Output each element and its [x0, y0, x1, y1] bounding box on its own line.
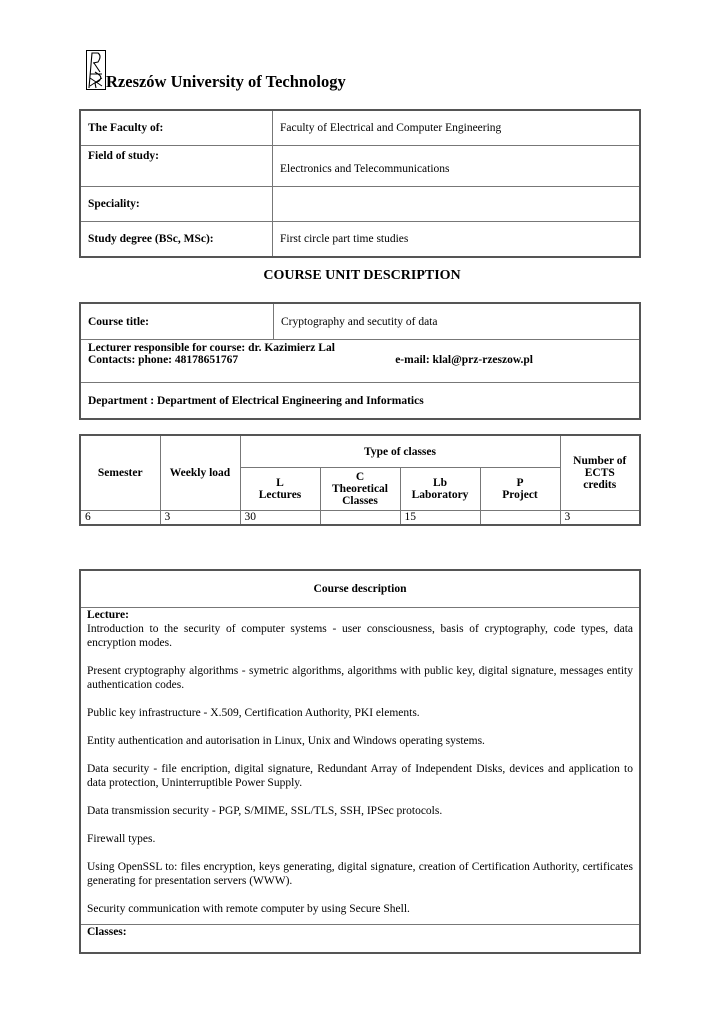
department-info: Department : Department of Electrical Engineering and Informatics — [80, 383, 640, 420]
project-hours — [480, 511, 560, 526]
table-header-row — [80, 435, 640, 468]
theoretical-classes-header — [320, 468, 400, 511]
study-degree-value: First circle part time studies — [273, 222, 641, 258]
table-row — [80, 340, 640, 383]
table-row — [80, 383, 640, 420]
laboratory-hours: 15 — [400, 511, 480, 526]
university-logo — [86, 50, 106, 90]
table-row — [80, 570, 640, 608]
speciality-label: Speciality: — [80, 187, 273, 222]
semester-header: Semester — [80, 435, 160, 511]
lecture-paragraph: Public key infrastructure - X.509, Certification Authority, PKI elements. — [87, 707, 420, 719]
table-row — [80, 146, 640, 187]
semester-value: 6 — [80, 511, 160, 526]
type-of-classes-header: Type of classes — [240, 435, 560, 468]
lecture-paragraph: Introduction to the security of computer systems - user consciousness, basis of cryptography, code types, data encryption modes. — [87, 623, 633, 649]
course-title-value: Cryptography and secutity of data — [274, 303, 641, 340]
section-title: COURSE UNIT DESCRIPTION — [263, 268, 461, 283]
table-row — [80, 608, 640, 925]
table-row — [80, 110, 640, 146]
lecture-paragraph: Present cryptography algorithms - symetric algorithms, algorithms with public key, digital signature, messages entity authentication codes. — [87, 665, 633, 691]
table-row — [80, 222, 640, 258]
study-degree-label: Study degree (BSc, MSc): — [80, 222, 273, 258]
faculty-info-table — [79, 109, 641, 258]
lecture-paragraph: Entity authentication and autorisation in Linux, Unix and Windows operating systems. — [87, 735, 485, 747]
class-type-name: Project — [502, 489, 538, 501]
classes-label: Classes: — [80, 925, 640, 954]
table-row — [80, 303, 640, 340]
table-row — [80, 187, 640, 222]
faculty-value: Faculty of Electrical and Computer Engineering — [273, 110, 641, 146]
laboratory-header — [400, 468, 480, 511]
table-row — [80, 511, 640, 526]
class-hours-table — [79, 434, 641, 526]
lecture-paragraph: Data security - file encription, digital signature, Redundant Array of Independent Disks, devices and application to data protection, Uninterruptible Power Supply. — [87, 763, 633, 789]
speciality-value — [273, 187, 641, 222]
field-of-study-value: Electronics and Telecommunications — [273, 146, 641, 187]
lectures-header — [240, 468, 320, 511]
lecturer-cell — [80, 340, 640, 383]
lecture-paragraph: Using OpenSSL to: files encryption, keys generating, digital signature, creation of Certification Authority, certificates generating for presentation servers (WWW). — [87, 861, 633, 887]
lecture-paragraph: Firewall types. — [87, 833, 156, 845]
ects-header-line: credits — [583, 479, 617, 491]
ects-header — [560, 435, 640, 511]
field-of-study-label: Field of study: — [80, 146, 273, 187]
ects-header-line: Number of — [573, 455, 627, 467]
contact-phone: Contacts: phone: 48178651767 — [88, 354, 239, 366]
weekly-load-header: Weekly load — [160, 435, 240, 511]
theoretical-classes-hours — [320, 511, 400, 526]
class-type-name: Lectures — [258, 489, 302, 501]
ects-header-line: ECTS — [584, 467, 615, 479]
weekly-load-value: 3 — [160, 511, 240, 526]
class-type-code: C — [355, 471, 365, 483]
contacts-row — [88, 354, 632, 366]
class-type-code: L — [276, 477, 284, 489]
course-title-label: Course title: — [80, 303, 274, 340]
course-description-table — [79, 569, 641, 954]
description-heading: Course description — [80, 570, 640, 608]
course-info-table — [79, 302, 641, 420]
lecture-label: Lecture: — [87, 609, 129, 621]
lecture-paragraph: Security communication with remote computer by using Secure Shell. — [87, 903, 410, 915]
lecturer-info: Lecturer responsible for course: dr. Kazimierz Lal — [88, 342, 335, 354]
lectures-hours: 30 — [240, 511, 320, 526]
class-type-name: Classes — [342, 495, 378, 507]
class-type-name: Theoretical — [332, 483, 388, 495]
table-row — [80, 925, 640, 954]
university-name: Rzeszów University of Technology — [106, 72, 346, 91]
class-type-code: P — [516, 477, 524, 489]
contact-email: e-mail: klal@prz-rzeszow.pl — [395, 354, 533, 366]
ects-value: 3 — [560, 511, 640, 526]
lecture-content — [80, 608, 640, 925]
class-type-name: Laboratory — [411, 489, 469, 501]
lecture-paragraph: Data transmission security - PGP, S/MIME, SSL/TLS, SSH, IPSec protocols. — [87, 805, 443, 817]
class-type-code: Lb — [432, 477, 448, 489]
faculty-label: The Faculty of: — [80, 110, 273, 146]
project-header — [480, 468, 560, 511]
